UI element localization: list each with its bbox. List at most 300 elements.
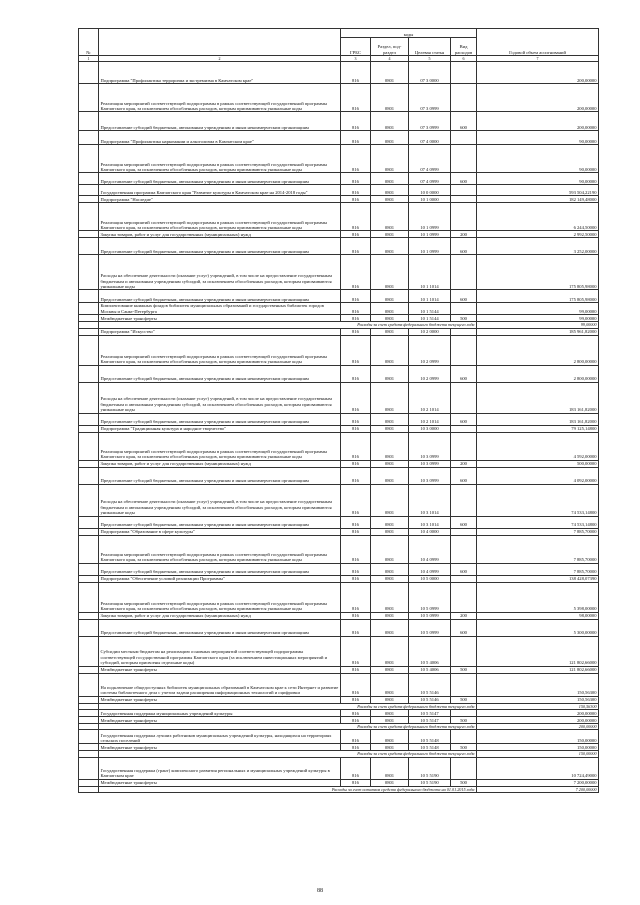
section-cell: 0801 <box>371 413 409 425</box>
expense-kind-cell <box>451 196 477 203</box>
row-number-cell <box>79 673 99 696</box>
section-cell: 0801 <box>371 696 409 703</box>
target-article-cell: 10 1 0999 <box>409 231 451 238</box>
item-name-cell: Межбюджетные трансферты <box>99 717 341 724</box>
row-number-cell <box>79 484 99 516</box>
expense-kind-cell: 600 <box>451 365 477 382</box>
grbs-cell: 816 <box>341 467 371 484</box>
amount-cell: 200,00000 <box>477 717 599 724</box>
grbs-cell: 816 <box>341 460 371 467</box>
column-number: 7 <box>477 56 599 62</box>
grbs-cell: 816 <box>341 612 371 619</box>
expense-kind-cell <box>451 710 477 717</box>
expense-kind-cell <box>451 145 477 173</box>
expense-kind-cell: 600 <box>451 619 477 636</box>
item-name-cell: Государственная программа Камчатского края "Развитие культуры в Камчатском крае на 2014-2018 годы" <box>99 185 341 196</box>
expense-kind-cell <box>451 575 477 582</box>
section-cell: 0801 <box>371 516 409 528</box>
item-name-cell: Закупка товаров, работ и услуг для государственных (муниципальных) нужд <box>99 612 341 619</box>
expense-kind-cell: 200 <box>451 460 477 467</box>
table-row <box>79 382 599 413</box>
item-name-cell: Подпрограмма "Искусство" <box>99 328 341 335</box>
amount-cell: 150,00000 <box>477 744 599 751</box>
item-name-cell: Государственная поддержка лучших работников муниципальных учреждений культуры, находящихся на территориях сельских поселений <box>99 730 341 744</box>
item-name-cell: Подпрограмма "Профилактика наркомании и алкоголизма в Камчатском крае" <box>99 131 341 145</box>
row-number-cell <box>79 432 99 460</box>
grbs-cell: 816 <box>341 315 371 322</box>
table-row <box>79 636 599 666</box>
grbs-cell: 816 <box>341 744 371 751</box>
row-number-cell <box>79 636 99 666</box>
expense-kind-cell <box>451 335 477 365</box>
item-name-cell: Реализация мероприятий соответствующей подпрограммы в рамках соответствующей государственной программы Камчатского края, за исключением обособленных расходов, которым присваиваются уникальные коды <box>99 582 341 612</box>
row-number-cell <box>79 145 99 173</box>
row-number-cell <box>79 467 99 484</box>
item-name-cell: Предоставление субсидий бюджетным, автономным учреждениям и иным некоммерческим организациям <box>99 112 341 131</box>
amount-cell: 121 802,66000 <box>477 636 599 666</box>
section-cell: 0801 <box>371 145 409 173</box>
row-number-cell <box>79 112 99 131</box>
item-name-cell: Расходы на обеспечение деятельности (оказание услуг) учреждений, в том числе на предоставление государственным бюджетным и автономным учреждениям субсидий, за исключением обособленных расходов, которым присваиваются уникальные коды <box>99 255 341 290</box>
target-article-cell: 10 5 0999 <box>409 612 451 619</box>
amount-cell: 98,00000 <box>477 612 599 619</box>
table-row <box>79 425 599 432</box>
expense-kind-cell: 600 <box>451 413 477 425</box>
row-number-cell <box>79 710 99 717</box>
section-cell: 0801 <box>371 730 409 744</box>
item-name-cell: Реализация мероприятий соответствующей подпрограммы в рамках соответствующей государственной программы Камчатского края, за исключением обособленных расходов, которым присваиваются уникальные коды <box>99 535 341 563</box>
item-name-cell: Подпрограмма "Профилактика терроризма и экстремизма в Камчатском крае" <box>99 62 341 84</box>
grbs-cell: 816 <box>341 255 371 290</box>
item-name-cell: Государственная поддержка муниципальных учреждений культуры <box>99 710 341 717</box>
expense-kind-cell <box>451 382 477 413</box>
expense-kind-cell <box>451 328 477 335</box>
note-cell: Расходы за счет средств федерального бюджета текущего года <box>99 751 477 757</box>
page-number: 88 <box>317 888 323 894</box>
row-number-cell <box>79 290 99 303</box>
amount-cell: 79 125,14800 <box>477 425 599 432</box>
grbs-cell: 816 <box>341 484 371 516</box>
table-row <box>79 203 599 231</box>
item-name-cell: Закупка товаров, работ и услуг для государственных (муниципальных) нужд <box>99 460 341 467</box>
grbs-cell: 816 <box>341 696 371 703</box>
item-name-cell: Предоставление субсидий бюджетным, автономным учреждениям и иным некоммерческим организациям <box>99 290 341 303</box>
target-article-cell: 10 3 0999 <box>409 432 451 460</box>
expense-kind-cell: 500 <box>451 717 477 724</box>
expense-kind-cell <box>451 636 477 666</box>
expense-kind-cell <box>451 673 477 696</box>
target-article-cell: 10 2 0999 <box>409 335 451 365</box>
expense-kind-cell <box>451 185 477 196</box>
grbs-cell: 816 <box>341 619 371 636</box>
expense-kind-cell: 600 <box>451 238 477 255</box>
target-article-cell: 07 3 0000 <box>409 62 451 84</box>
item-name-cell: На подключение общедоступных библиотек муниципальных образований в Камчатском крае к сети Интернет и развитие системы библиотечного дела с учетом задачи расширения информационных технологий и оцифровки <box>99 673 341 696</box>
grbs-cell: 816 <box>341 636 371 666</box>
target-article-cell: 10 4 0999 <box>409 535 451 563</box>
target-article-cell: 10 5 4006 <box>409 666 451 673</box>
table-row <box>79 484 599 516</box>
section-cell: 0801 <box>371 582 409 612</box>
expense-kind-cell: 500 <box>451 696 477 703</box>
expense-kind-cell <box>451 425 477 432</box>
row-number-cell <box>79 619 99 636</box>
table-row <box>79 575 599 582</box>
grbs-cell: 816 <box>341 516 371 528</box>
header-kind: Вид расходов <box>451 38 477 56</box>
grbs-cell: 816 <box>341 425 371 432</box>
header-name <box>99 29 341 56</box>
section-cell: 0801 <box>371 484 409 516</box>
table-row <box>79 535 599 563</box>
section-cell: 0801 <box>371 563 409 575</box>
expense-kind-cell <box>451 582 477 612</box>
section-cell: 0801 <box>371 303 409 315</box>
amount-cell: 200,00000 <box>477 84 599 112</box>
grbs-cell: 816 <box>341 710 371 717</box>
item-name-cell: Межбюджетные трансферты <box>99 666 341 673</box>
amount-cell: 74 533,14800 <box>477 516 599 528</box>
table-row <box>79 563 599 575</box>
column-number: 2 <box>99 56 341 62</box>
amount-cell: 99,00000 <box>477 322 599 328</box>
amount-cell: 7 200,00000 <box>477 786 599 792</box>
grbs-cell: 816 <box>341 231 371 238</box>
table-row <box>79 413 599 425</box>
row-number-cell <box>79 255 99 290</box>
grbs-cell: 816 <box>341 673 371 696</box>
amount-cell: 175 805,98000 <box>477 255 599 290</box>
section-cell: 0801 <box>371 710 409 717</box>
note-cell: Расходы за счет средств федерального бюджета текущего года <box>99 703 477 709</box>
note-cell: Расходы за счет остатков средств федерального бюджета на 01.01.2015 года <box>99 786 477 792</box>
table-row <box>79 432 599 460</box>
table-row <box>79 582 599 612</box>
grbs-cell: 816 <box>341 666 371 673</box>
section-cell: 0801 <box>371 62 409 84</box>
section-cell: 0801 <box>371 131 409 145</box>
header-codes: коды <box>341 29 477 38</box>
row-number-cell <box>79 563 99 575</box>
table-row <box>79 666 599 673</box>
item-name-cell: Подпрограмма "Традиционная культура и народное творчество" <box>99 425 341 432</box>
grbs-cell: 816 <box>341 432 371 460</box>
target-article-cell: 10 5 5148 <box>409 730 451 744</box>
column-number: 3 <box>341 56 371 62</box>
expense-kind-cell <box>451 730 477 744</box>
amount-cell: 593 504,22190 <box>477 185 599 196</box>
item-name-cell: Межбюджетные трансферты <box>99 696 341 703</box>
section-cell: 0801 <box>371 196 409 203</box>
item-name-cell: Межбюджетные трансферты <box>99 779 341 786</box>
row-number-cell <box>79 779 99 786</box>
table-row <box>79 173 599 185</box>
note-cell: Расходы за счет средств федерального бюджета текущего года <box>99 724 477 730</box>
row-number-cell <box>79 328 99 335</box>
table-row <box>79 744 599 751</box>
expense-kind-cell: 600 <box>451 173 477 185</box>
table-row-note <box>79 786 599 792</box>
table-row <box>79 145 599 173</box>
grbs-cell: 816 <box>341 382 371 413</box>
target-article-cell: 10 5 5147 <box>409 710 451 717</box>
amount-cell: 2 992,50000 <box>477 231 599 238</box>
item-name-cell: Подпрограмма "Наследие" <box>99 196 341 203</box>
table-row <box>79 255 599 290</box>
expense-kind-cell <box>451 303 477 315</box>
expense-kind-cell <box>451 432 477 460</box>
row-number-cell <box>79 196 99 203</box>
row-number-cell <box>79 84 99 112</box>
table-row <box>79 131 599 145</box>
grbs-cell: 816 <box>341 563 371 575</box>
section-cell: 0801 <box>371 382 409 413</box>
table-row <box>79 185 599 196</box>
section-cell: 0801 <box>371 425 409 432</box>
target-article-cell: 10 1 0999 <box>409 238 451 255</box>
expense-kind-cell <box>451 84 477 112</box>
item-name-cell: Расходы на обеспечение деятельности (оказание услуг) учреждений, в том числе на предоставление государственным бюджетным и автономным учреждениям субсидий, за исключением обособленных расходов, которым присваиваются уникальные коды <box>99 382 341 413</box>
section-cell: 0801 <box>371 528 409 535</box>
amount-cell: 200,00000 <box>477 724 599 730</box>
section-cell: 0801 <box>371 335 409 365</box>
table-row <box>79 612 599 619</box>
table-row <box>79 619 599 636</box>
budget-table-body <box>79 62 599 793</box>
target-article-cell: 10 5 4006 <box>409 636 451 666</box>
expense-kind-cell: 600 <box>451 112 477 131</box>
grbs-cell: 816 <box>341 185 371 196</box>
amount-cell: 99,00000 <box>477 315 599 322</box>
amount-cell: 150,56300 <box>477 703 599 709</box>
amount-cell: 7 885,70000 <box>477 563 599 575</box>
item-name-cell: Реализация мероприятий соответствующей подпрограммы в рамках соответствующей государственной программы Камчатского края, за исключением обособленных расходов, которым присваиваются уникальные коды <box>99 335 341 365</box>
target-article-cell: 10 1 0999 <box>409 203 451 231</box>
table-row <box>79 757 599 779</box>
expense-kind-cell <box>451 535 477 563</box>
grbs-cell: 816 <box>341 582 371 612</box>
target-article-cell: 10 3 0999 <box>409 460 451 467</box>
amount-cell: 5 300,00000 <box>477 619 599 636</box>
table-row <box>79 84 599 112</box>
row-number-cell <box>79 696 99 703</box>
target-article-cell: 10 3 1014 <box>409 516 451 528</box>
expense-kind-cell <box>451 528 477 535</box>
amount-cell: 90,00000 <box>477 173 599 185</box>
amount-cell: 3 252,00000 <box>477 238 599 255</box>
section-cell: 0801 <box>371 467 409 484</box>
section-cell: 0801 <box>371 717 409 724</box>
section-cell: 0801 <box>371 673 409 696</box>
column-number: 4 <box>371 56 409 62</box>
item-name-cell: Предоставление субсидий бюджетным, автономным учреждениям и иным некоммерческим организациям <box>99 563 341 575</box>
amount-cell: 175 805,98000 <box>477 290 599 303</box>
header-num: № <box>79 29 99 56</box>
target-article-cell: 10 2 1014 <box>409 382 451 413</box>
section-cell: 0801 <box>371 619 409 636</box>
table-row <box>79 303 599 315</box>
target-article-cell: 10 4 0000 <box>409 528 451 535</box>
target-article-cell: 10 1 1014 <box>409 290 451 303</box>
row-number-cell <box>79 575 99 582</box>
expense-kind-cell <box>451 757 477 779</box>
grbs-cell: 816 <box>341 757 371 779</box>
target-article-cell: 10 1 5144 <box>409 315 451 322</box>
table-row <box>79 315 599 322</box>
target-article-cell: 10 5 5190 <box>409 757 451 779</box>
amount-cell: 200,00000 <box>477 62 599 84</box>
target-article-cell: 10 3 1014 <box>409 484 451 516</box>
expense-kind-cell: 600 <box>451 290 477 303</box>
row-number-cell <box>79 382 99 413</box>
table-row <box>79 528 599 535</box>
amount-cell: 74 533,14800 <box>477 484 599 516</box>
item-name-cell: Предоставление субсидий бюджетным, автономным учреждениям и иным некоммерческим организациям <box>99 467 341 484</box>
target-article-cell: 10 2 1014 <box>409 413 451 425</box>
row-number-cell <box>79 335 99 365</box>
table-row <box>79 290 599 303</box>
grbs-cell: 816 <box>341 303 371 315</box>
header-target: Целевая статья <box>409 38 451 56</box>
section-cell: 0801 <box>371 290 409 303</box>
amount-cell: 7 200,00000 <box>477 779 599 786</box>
grbs-cell: 816 <box>341 575 371 582</box>
table-row <box>79 112 599 131</box>
section-cell: 0801 <box>371 255 409 290</box>
item-name-cell: Реализация мероприятий соответствующей подпрограммы в рамках соответствующей государственной программы Камчатского края, за исключением обособленных расходов, которым присваиваются уникальные коды <box>99 432 341 460</box>
target-article-cell: 10 1 0000 <box>409 196 451 203</box>
item-name-cell: Субсидии местным бюджетам на реализацию основных мероприятий соответствующей подпрограммы соответствующей государственной программы Камчатского края (за исключением инвестиционных мероприятий и субсидий, которым присвоены отдельные коды) <box>99 636 341 666</box>
item-name-cell: Предоставление субсидий бюджетным, автономным учреждениям и иным некоммерческим организациям <box>99 365 341 382</box>
grbs-cell: 816 <box>341 173 371 185</box>
amount-cell: 150,56300 <box>477 696 599 703</box>
amount-cell: 500,00000 <box>477 460 599 467</box>
amount-cell: 7 885,70000 <box>477 535 599 563</box>
target-article-cell: 10 5 5146 <box>409 696 451 703</box>
expense-kind-cell: 500 <box>451 779 477 786</box>
table-row <box>79 335 599 365</box>
target-article-cell: 10 1 1014 <box>409 255 451 290</box>
row-number-cell <box>79 516 99 528</box>
row-number-cell <box>79 203 99 231</box>
target-article-cell: 07 4 0000 <box>409 131 451 145</box>
item-name-cell: Межбюджетные трансферты <box>99 315 341 322</box>
row-number-cell <box>79 173 99 185</box>
amount-cell: 183 161,82000 <box>477 413 599 425</box>
table-row <box>79 779 599 786</box>
target-article-cell: 10 5 5148 <box>409 744 451 751</box>
grbs-cell: 816 <box>341 335 371 365</box>
section-cell: 0801 <box>371 238 409 255</box>
item-name-cell: Государственная поддержка (грант) комплексного развития региональных и муниципальных учреждений культуры в Камчатском крае <box>99 757 341 779</box>
target-article-cell: 10 2 0000 <box>409 328 451 335</box>
expense-kind-cell: 500 <box>451 315 477 322</box>
amount-cell: 90,00000 <box>477 131 599 145</box>
item-name-cell: Предоставление субсидий бюджетным, автономным учреждениям и иным некоммерческим организациям <box>99 173 341 185</box>
amount-cell: 200,00000 <box>477 710 599 717</box>
table-row <box>79 238 599 255</box>
row-number-cell <box>79 185 99 196</box>
section-cell: 0801 <box>371 84 409 112</box>
table-row <box>79 231 599 238</box>
expense-kind-cell <box>451 62 477 84</box>
item-name-cell: Комплектование книжных фондов библиотек муниципальных образований и государственных библиотек городов Москвы и Санкт-Петербурга <box>99 303 341 315</box>
table-row <box>79 516 599 528</box>
expense-kind-cell <box>451 203 477 231</box>
row-number-cell <box>79 413 99 425</box>
target-article-cell: 07 4 0999 <box>409 173 451 185</box>
target-article-cell: 10 4 0999 <box>409 563 451 575</box>
section-cell: 0801 <box>371 315 409 322</box>
amount-cell: 90,00000 <box>477 145 599 173</box>
table-row <box>79 696 599 703</box>
table-row <box>79 467 599 484</box>
target-article-cell: 10 5 5147 <box>409 717 451 724</box>
item-name-cell: Реализация мероприятий соответствующей подпрограммы в рамках соответствующей государственной программы Камчатского края, за исключением обособленных расходов, которым присваиваются уникальные коды <box>99 145 341 173</box>
amount-cell: 4 592,00000 <box>477 432 599 460</box>
grbs-cell: 816 <box>341 196 371 203</box>
grbs-cell: 816 <box>341 145 371 173</box>
section-cell: 0801 <box>371 112 409 131</box>
row-number-cell <box>79 460 99 467</box>
grbs-cell: 816 <box>341 528 371 535</box>
section-cell: 0801 <box>371 328 409 335</box>
row-number-cell <box>79 131 99 145</box>
amount-cell: 185 961,82000 <box>477 328 599 335</box>
row-number-cell <box>79 238 99 255</box>
amount-cell: 150,00000 <box>477 751 599 757</box>
header-grbs: ГРБС <box>341 38 371 56</box>
expense-kind-cell <box>451 131 477 145</box>
row-number-cell <box>79 612 99 619</box>
grbs-cell: 816 <box>341 779 371 786</box>
row-number-cell <box>79 425 99 432</box>
section-cell: 0801 <box>371 666 409 673</box>
grbs-cell: 816 <box>341 203 371 231</box>
row-number-cell <box>79 303 99 315</box>
section-cell: 0801 <box>371 779 409 786</box>
row-number-cell <box>79 744 99 751</box>
amount-cell: 182 149,48000 <box>477 196 599 203</box>
section-cell: 0801 <box>371 744 409 751</box>
section-cell: 0801 <box>371 757 409 779</box>
header-total: Годовой объем ассигнований <box>477 29 599 56</box>
item-name-cell: Реализация мероприятий соответствующей подпрограммы в рамках соответствующей государственной программы Камчатского края, за исключением обособленных расходов, которым присваиваются уникальные коды <box>99 84 341 112</box>
expense-kind-cell: 600 <box>451 563 477 575</box>
header-section: Раздел, под- раздел <box>371 38 409 56</box>
row-number-cell <box>79 757 99 779</box>
grbs-cell: 816 <box>341 238 371 255</box>
budget-table <box>78 28 599 793</box>
target-article-cell: 07 3 0999 <box>409 112 451 131</box>
target-article-cell: 10 5 0999 <box>409 582 451 612</box>
section-cell: 0801 <box>371 203 409 231</box>
table-row <box>79 730 599 744</box>
target-article-cell: 07 3 0999 <box>409 84 451 112</box>
expense-kind-cell: 500 <box>451 744 477 751</box>
grbs-cell: 816 <box>341 62 371 84</box>
target-article-cell: 07 4 0999 <box>409 145 451 173</box>
amount-cell: 183 161,82000 <box>477 382 599 413</box>
grbs-cell: 816 <box>341 131 371 145</box>
item-name-cell: Расходы на обеспечение деятельности (оказание услуг) учреждений, в том числе на предоставление государственным бюджетным и автономным учреждениям субсидий, за исключением обособленных расходов, которым присваиваются уникальные коды <box>99 484 341 516</box>
grbs-cell: 816 <box>341 328 371 335</box>
item-name-cell: Реализация мероприятий соответствующей подпрограммы в рамках соответствующей государственной программы Камчатского края, за исключением обособленных расходов, которым присваиваются уникальные коды <box>99 203 341 231</box>
amount-cell: 121 802,66000 <box>477 666 599 673</box>
grbs-cell: 816 <box>341 730 371 744</box>
table-row <box>79 365 599 382</box>
item-name-cell: Предоставление субсидий бюджетным, автономным учреждениям и иным некоммерческим организациям <box>99 238 341 255</box>
